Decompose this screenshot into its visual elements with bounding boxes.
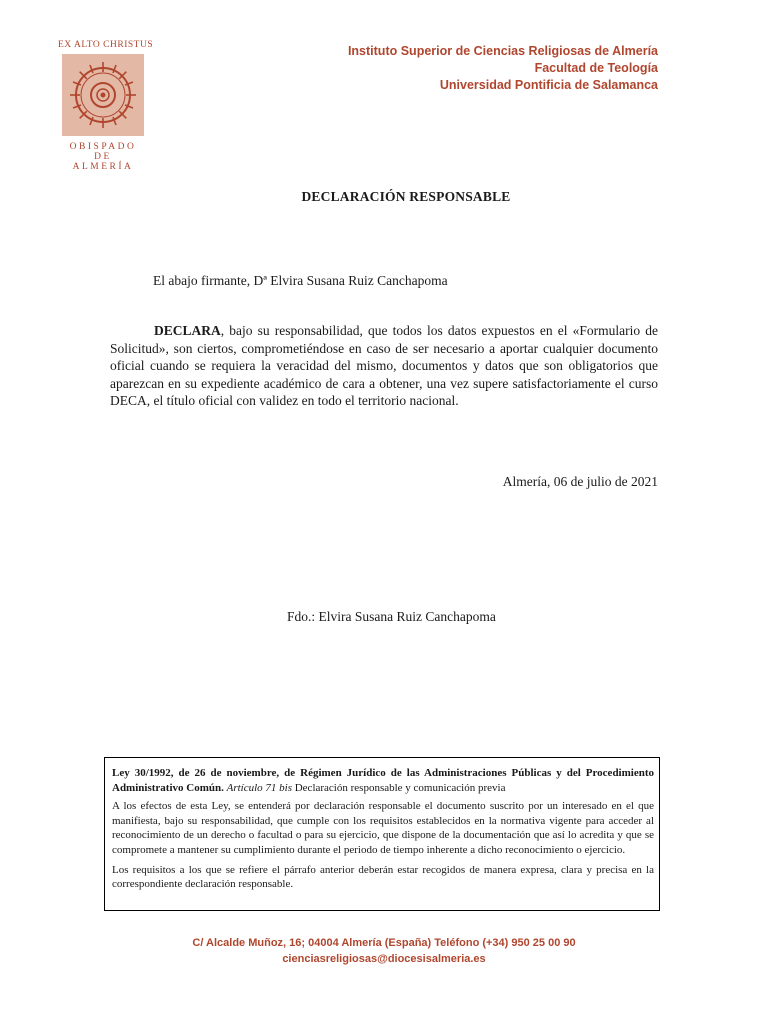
legal-paragraph: A los efectos de esta Ley, se entenderá por declaración responsable el documento suscrito por un interesado en el que manifiesta, bajo su responsabilidad, que cumple con los requisitos establecidos en la normativa vigente para acceder al reconocimiento de un derecho o facultad o para su ejercicio, que dispone de la documentación que así lo acredita y que se compromete a mantener su cumplimiento durante el periodo de tiempo inherente a dicho reconocimiento o ejercicio. bbox=[112, 800, 654, 856]
sun-emblem-icon bbox=[68, 60, 138, 130]
legal-paragraph: Los requisitos a los que se refiere el párrafo anterior deberán estar recogidos de manera expresa, clara y precisa en la correspondiente declaración responsable. bbox=[112, 863, 654, 891]
footer-email: cienciasreligiosas@diocesisalmeria.es bbox=[282, 953, 486, 965]
article-title: Declaración responsable y comunicación previa bbox=[291, 781, 506, 794]
signatory-line: El abajo firmante, Dª Elvira Susana Ruiz Canchapoma bbox=[153, 273, 448, 288]
legal-notice-box bbox=[104, 757, 660, 911]
footer-address: C/ Alcalde Muñoz, 16; 04004 Almería (España) Teléfono (+34) 950 25 00 90 bbox=[192, 937, 576, 949]
institution-header bbox=[348, 43, 658, 94]
logo-caption-line: ALMERÍA bbox=[72, 162, 134, 172]
logo-caption bbox=[58, 142, 148, 172]
institution-name: Instituto Superior de Ciencias Religiosas de Almería bbox=[347, 44, 658, 58]
faculty-name: Facultad de Teología bbox=[534, 61, 658, 75]
logo-emblem bbox=[62, 54, 144, 136]
diocese-logo bbox=[58, 40, 154, 172]
logo-motto: EX ALTO CHRISTUS bbox=[58, 40, 154, 50]
declaration-lead: DECLARA bbox=[154, 323, 221, 338]
date-line: Almería, 06 de julio de 2021 bbox=[502, 474, 658, 489]
signature-line: Fdo.: Elvira Susana Ruiz Canchapoma bbox=[287, 609, 496, 624]
declaration-text: , bajo su responsabilidad, que todos los datos expuestos en el «Formulario de Solicitud», son ciertos, comprometiéndose en caso de ser necesario a aportar cualquier documento oficial cuando se requiera la veracidad del mismo, documentos y datos que son obligatorios que aparezcan en su expediente académico de cara a obtener, una vez supere satisfactoriamente el curso DECA, el título oficial con validez en todo el territorio nacional. bbox=[110, 323, 658, 409]
declaration-paragraph bbox=[110, 322, 658, 410]
university-name: Universidad Pontificia de Salamanca bbox=[439, 78, 658, 92]
logo-caption-line: DE bbox=[94, 152, 112, 162]
footer bbox=[0, 935, 768, 967]
legal-header bbox=[112, 766, 654, 795]
article-number: Artículo 71 bis bbox=[226, 781, 292, 794]
document-title: DECLARACIÓN RESPONSABLE bbox=[301, 189, 511, 204]
logo-caption-line: OBISPADO bbox=[69, 142, 137, 152]
law-title: Ley 30/1992, de 26 de noviembre, de Régimen Jurídico de las Administraciones Públicas y del Procedimiento Administrativo Común. bbox=[112, 767, 654, 794]
